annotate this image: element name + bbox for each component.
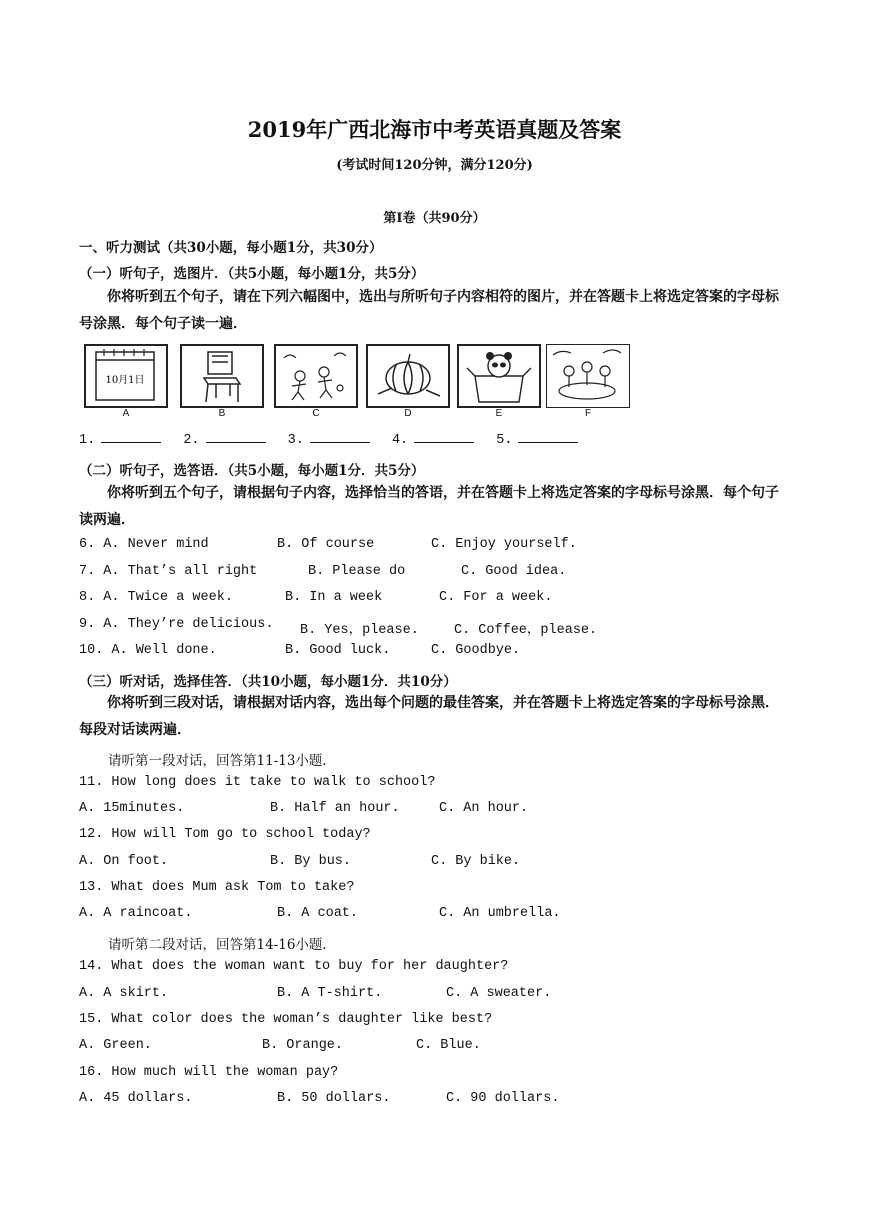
question-11-c: C. An hour. bbox=[439, 801, 529, 816]
dialog1-intro: 请听第一段对话，回答第11-13小题． bbox=[108, 753, 336, 769]
question-9-b: B. Yes，please. bbox=[300, 623, 419, 638]
part1-heading: （一）听句子，选图片．（共5小题，每小题1分，共5分） bbox=[79, 266, 425, 282]
picture-c bbox=[274, 344, 358, 408]
question-6-c: C. Enjoy yourself. bbox=[431, 537, 577, 552]
page-title: 2019年广西北海市中考英语真题及答案 bbox=[247, 117, 622, 142]
picture-a bbox=[84, 344, 168, 408]
part-title: 第Ⅰ卷（共90分） bbox=[383, 211, 486, 226]
question-13-b: B. A coat. bbox=[277, 906, 359, 921]
question-13-c: C. An umbrella. bbox=[439, 906, 561, 921]
exam-subtitle: (考试时间120分钟，满分120分) bbox=[336, 158, 533, 173]
question-11-b: B. Half an hour. bbox=[270, 801, 400, 816]
question-12-b: B. By bus. bbox=[270, 854, 352, 869]
part3-instructions: 你将听到三段对话，请根据对话内容，选出每个问题的最佳答案，并在答题卡上将选定答案的字母标号涂黑．每段对话读两遍． bbox=[79, 695, 779, 738]
question-16: 16. How much will the woman pay? bbox=[79, 1065, 339, 1080]
question-9-a: 9. A. They’re delicious. bbox=[79, 617, 274, 632]
question-16-b: B. 50 dollars. bbox=[277, 1091, 391, 1106]
answer-blank[interactable] bbox=[310, 430, 370, 443]
question-8-b: B. In a week bbox=[285, 590, 383, 605]
picture-label: F bbox=[584, 408, 592, 419]
question-11: 11. How long does it take to walk to school? bbox=[79, 775, 436, 790]
pumpkin-icon bbox=[368, 346, 448, 406]
section-heading: 一、听力测试（共30小题，每小题1分，共30分） bbox=[79, 240, 383, 256]
blank-number: 2. bbox=[183, 433, 200, 448]
question-11-a: A. 15minutes. bbox=[79, 801, 185, 816]
question-10-b: B. Good luck. bbox=[285, 643, 391, 658]
answer-blank[interactable] bbox=[101, 430, 161, 443]
picture-d bbox=[366, 344, 450, 408]
blank-number: 4. bbox=[391, 433, 409, 448]
question-7-b: B. Please do bbox=[308, 564, 406, 579]
part1-instructions: 你将听到五个句子，请在下列六幅图中，选出与所听句子内容相符的图片，并在答题卡上将选定答案的字母标号涂黑．每个句子读一遍． bbox=[79, 289, 779, 332]
question-15-a: A. Green. bbox=[79, 1038, 152, 1053]
family-picnic-icon bbox=[547, 345, 627, 405]
question-7-c: C. Good idea. bbox=[461, 564, 567, 579]
blank-number: 1. bbox=[79, 433, 96, 448]
part2-instructions: 你将听到五个句子，请根据句子内容，选择恰当的答语，并在答题卡上将选定答案的字母标号涂黑．每个句子读两遍． bbox=[79, 485, 779, 528]
question-6-a: 6. A. Never mind bbox=[79, 537, 209, 552]
question-9-c: C. Coffee，please. bbox=[454, 623, 598, 638]
question-13-a: A. A raincoat. bbox=[79, 906, 193, 921]
question-12-c: C. By bike. bbox=[431, 854, 521, 869]
question-7-a: 7. A. That’s all right bbox=[79, 564, 258, 579]
question-15-c: C. Blue. bbox=[416, 1038, 481, 1053]
question-8-a: 8. A. Twice a week. bbox=[79, 590, 233, 605]
dialog2-intro: 请听第二段对话，回答第14-16小题． bbox=[108, 937, 336, 953]
picture-label: D bbox=[404, 408, 412, 419]
picture-b bbox=[180, 344, 264, 408]
question-16-c: C. 90 dollars. bbox=[446, 1091, 560, 1106]
answer-blanks-row bbox=[79, 430, 592, 448]
answer-blank[interactable] bbox=[518, 430, 578, 443]
chair-icon bbox=[182, 346, 262, 406]
question-10-a: 10. A. Well done. bbox=[79, 643, 217, 658]
picture-e bbox=[457, 344, 541, 408]
question-14-c: C. A sweater. bbox=[446, 986, 552, 1001]
picture-label: A bbox=[122, 408, 130, 419]
question-13: 13. What does Mum ask Tom to take? bbox=[79, 880, 355, 895]
calendar-icon bbox=[86, 346, 166, 406]
question-15-b: B. Orange. bbox=[262, 1038, 344, 1053]
question-10-c: C. Goodbye. bbox=[431, 643, 521, 658]
question-14-b: B. A T-shirt. bbox=[277, 986, 383, 1001]
question-15: 15. What color does the woman’s daughter like best? bbox=[79, 1012, 493, 1027]
blank-number: 3. bbox=[287, 433, 304, 448]
picture-f bbox=[546, 344, 630, 408]
part3-heading: （三）听对话，选择佳答．（共10小题，每小题1分．共10分） bbox=[79, 674, 457, 690]
question-6-b: B. Of course bbox=[277, 537, 375, 552]
question-14-a: A. A skirt. bbox=[79, 986, 169, 1001]
question-14: 14. What does the woman want to buy for her daughter? bbox=[79, 959, 509, 974]
question-12-a: A. On foot. bbox=[79, 854, 169, 869]
question-16-a: A. 45 dollars. bbox=[79, 1091, 193, 1106]
panda-box-icon bbox=[459, 346, 539, 406]
part2-heading: （二）听句子，选答语．（共5小题，每小题1分．共5分） bbox=[79, 463, 425, 479]
children-playing-icon bbox=[276, 346, 356, 406]
question-12: 12. How will Tom go to school today? bbox=[79, 827, 371, 842]
blank-number: 5. bbox=[496, 433, 513, 448]
answer-blank[interactable] bbox=[414, 430, 474, 443]
picture-label: C bbox=[312, 408, 320, 419]
picture-label: E bbox=[495, 408, 503, 419]
calendar-date: 10月1日 bbox=[105, 375, 145, 386]
question-8-c: C. For a week. bbox=[439, 590, 553, 605]
picture-label: B bbox=[218, 408, 226, 419]
answer-blank[interactable] bbox=[206, 430, 266, 443]
